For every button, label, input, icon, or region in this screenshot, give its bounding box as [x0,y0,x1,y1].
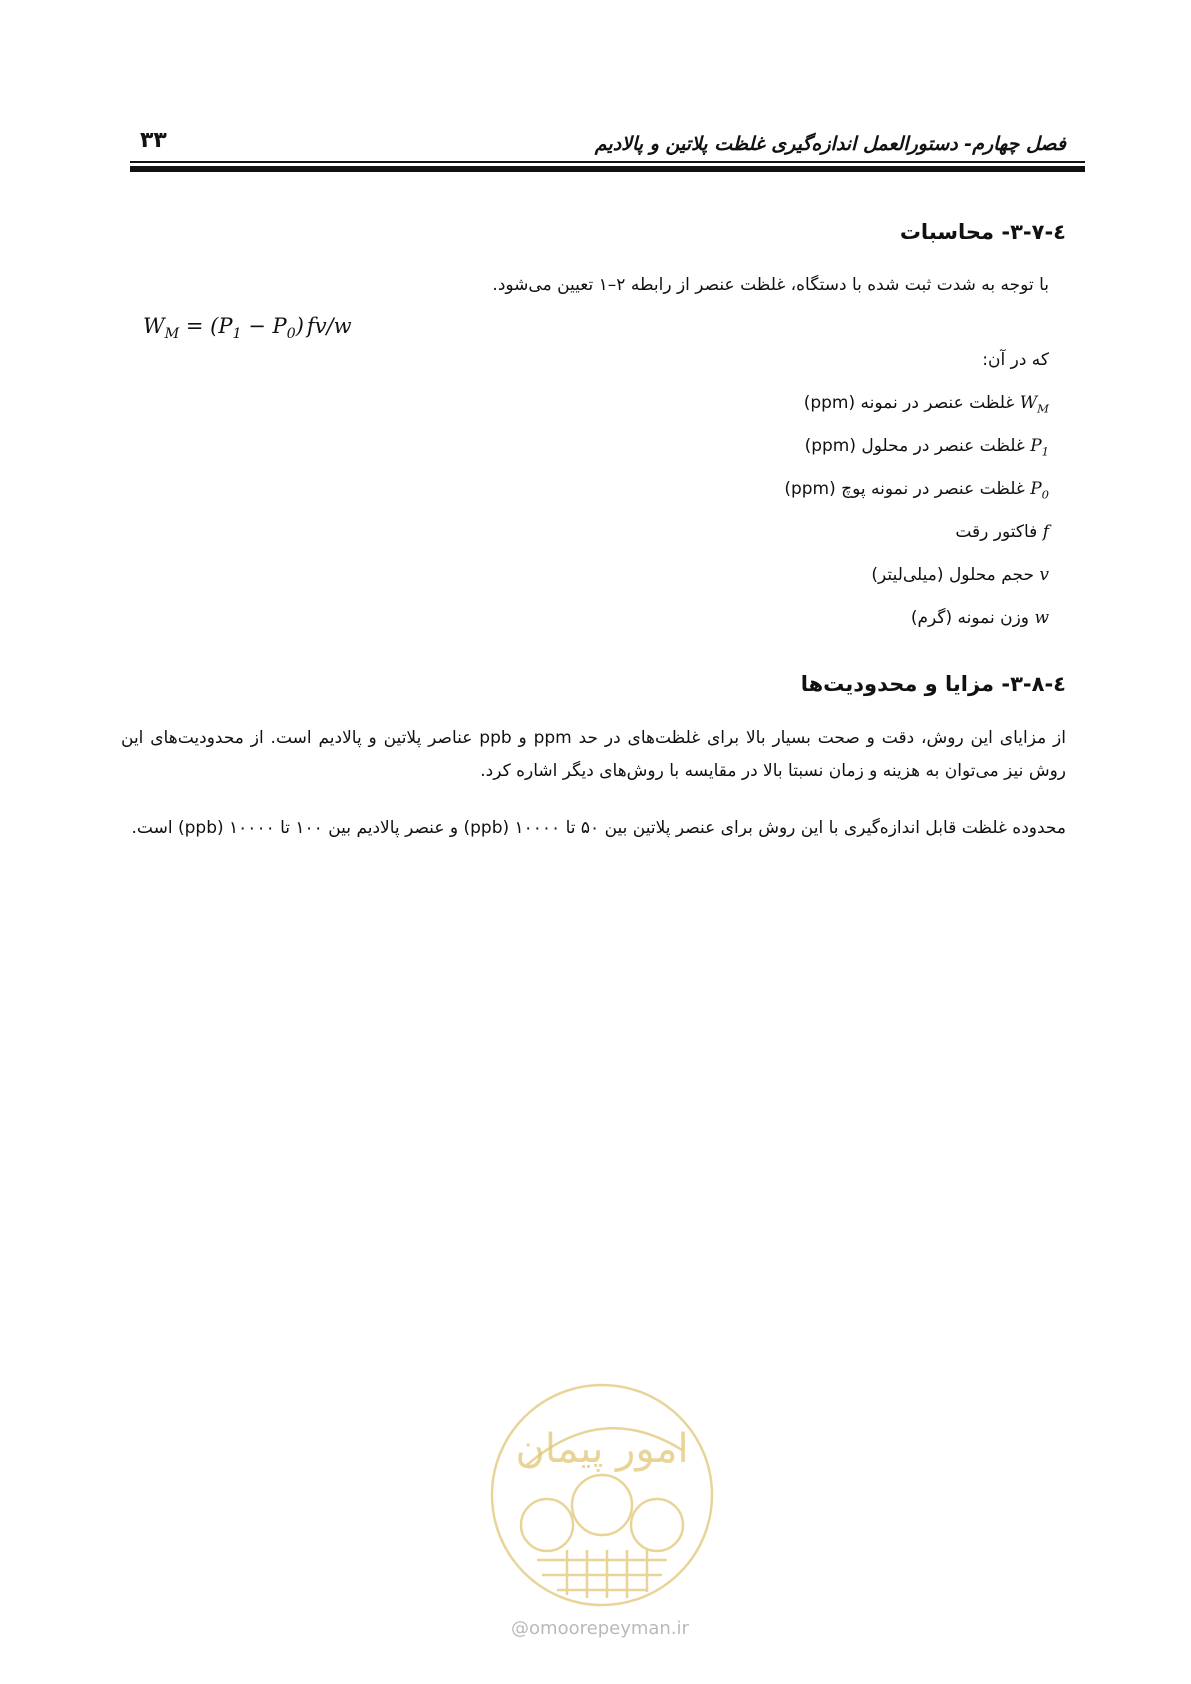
variable-description: وزن نمونه (گرم) [910,608,1030,628]
variable-symbol: $W_M$ [1019,393,1049,416]
formula: $W_M = (P_1 - P_0)$ fv/w [143,314,352,343]
watermark-site: @omoorepeyman.ir [511,1618,689,1639]
variable-description: غلظت عنصر در محلول (ppm) [804,436,1025,456]
variable-symbol: w [1034,608,1049,628]
variable-description: حجم محلول (میلی‌لیتر) [871,565,1034,585]
variable-symbol: f [1042,522,1049,542]
advantages-paragraph: از مزایای این روش، دقت و صحت بسیار بالا برای غلظت‌های در حد ppm و ppb عناصر پلاتین و پالادیم است. از محدودیت‌های این روش نیز می‌توان به هزینه و زمان نسبتا بالا در مقایسه با روش‌های دیگر اشاره کرد. [121,728,1066,781]
gear-icon [572,1475,632,1535]
variable-item [911,608,1049,628]
variable-description: غلظت عنصر در نمونه (ppm) [803,393,1015,413]
calc-intro-text: با توجه به شدت ثبت شده با دستگاه، غلظت عنصر از رابطه ۲–۱ تعیین می‌شود. [492,275,1049,295]
variable-item [955,522,1049,542]
variable-description: فاکتور رقت [955,522,1038,542]
variable-item [804,393,1049,415]
where-label: که در آن: [982,350,1049,370]
range-paragraph: محدوده غلظت قابل اندازه‌گیری با این روش برای عنصر پلاتین بین ۵۰ تا ۱۰۰۰۰ (ppb) و عنصر پالادیم بین ۱۰۰ تا ۱۰۰۰۰ (ppb) است. [131,818,1066,838]
variable-description: غلظت عنصر در نمونه پوچ (ppm) [784,479,1025,499]
grid-lines [537,1550,667,1598]
running-header-title: فصل چهارم- دستورالعمل اندازه‌گیری غلظت پلاتین و پالادیم [594,133,1066,155]
variable-symbol: v [1039,565,1049,585]
variable-symbol: $P_1$ [1030,436,1049,459]
section-heading-advantages: ٤-۳-۸- مزایا و محدودیت‌ها [800,672,1066,696]
gear-icon [521,1499,573,1551]
variable-symbol: $P_0$ [1030,479,1049,502]
variable-item [871,565,1049,585]
variable-item [805,436,1049,458]
logo-lettering: امور پیمان [515,1426,689,1472]
header-rule-thick [130,166,1085,172]
header-rule-thin [130,161,1085,163]
watermark-seal [487,1380,717,1610]
seal-ring [492,1385,712,1605]
section-heading-calculations: ٤-۳-۷- محاسبات [899,220,1066,244]
page-number: ۳۳ [140,128,167,153]
gear-icon [631,1499,683,1551]
variable-item [784,479,1049,501]
